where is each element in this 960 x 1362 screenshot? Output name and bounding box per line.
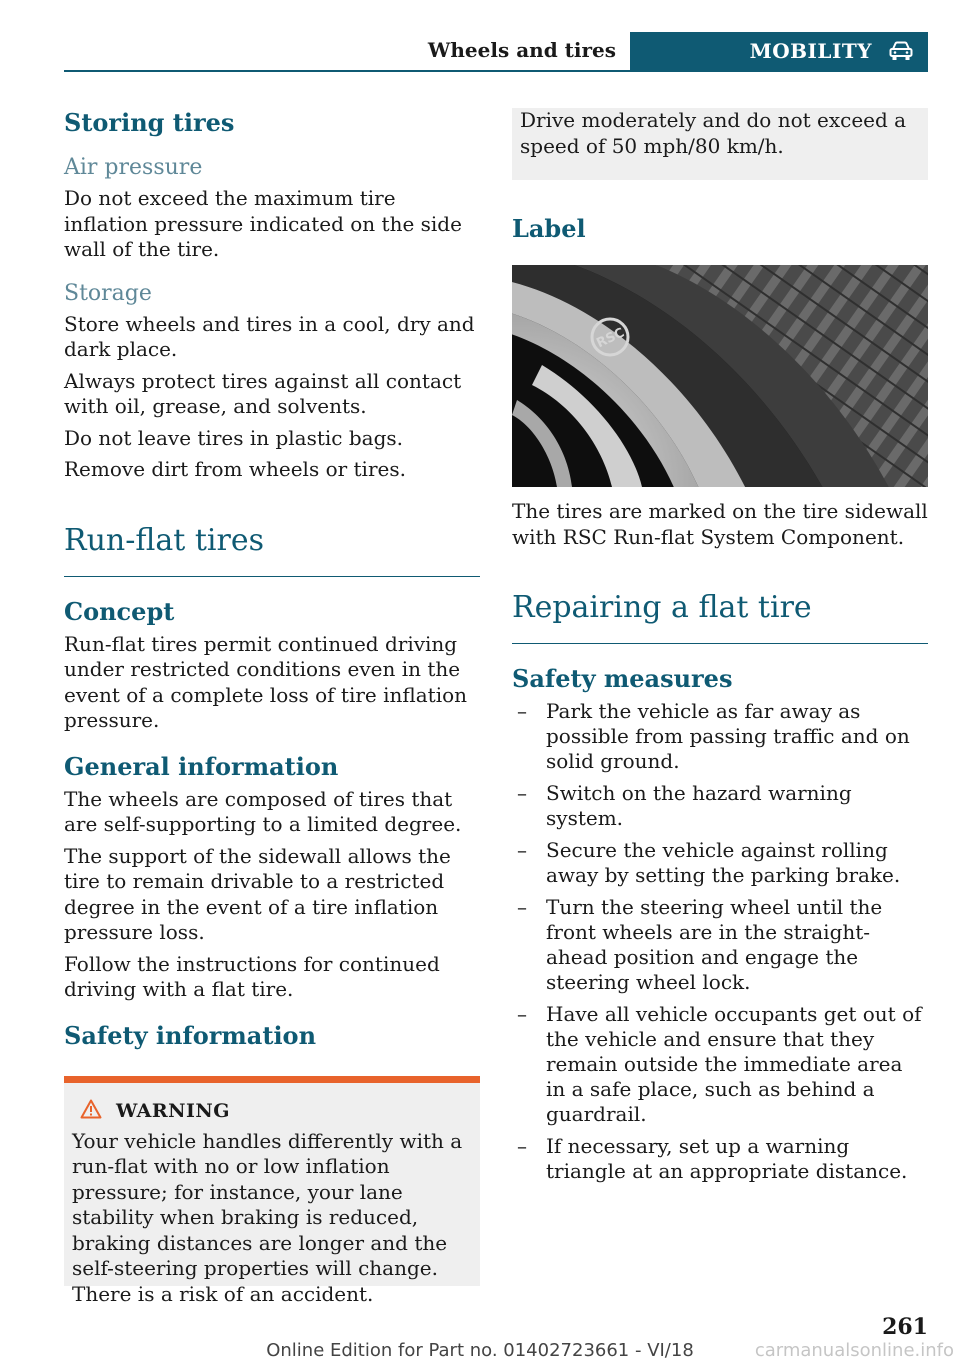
storage-paragraph: Store wheels and tires in a cool, dry and dark place. (64, 311, 475, 361)
warning-header (72, 1099, 472, 1123)
concept-text: Run-flat tires permit continued driving under restricted conditions even in the event of a complete loss of tire inflation pressure. (64, 631, 468, 732)
header-section-title: Wheels and tires (427, 38, 616, 62)
list-item: – Have all vehicle occupants get out of the vehicle and ensure that they remain outside the immediate area in a safe place, such as behind a guardrail. (517, 1002, 922, 1126)
page-number: 261 (882, 1314, 928, 1340)
runflat-tires-heading: Run-flat tires (64, 523, 480, 577)
general-paragraph: The support of the sidewall allows the tire to remain drivable to a restricted degree in the event of a tire inflation pressure loss. (64, 843, 451, 944)
storing-tires-heading: Storing tires (64, 108, 235, 137)
safety-measures-list (512, 699, 928, 1184)
header-chapter-label: MOBILITY (749, 39, 872, 63)
general-paragraph: Follow the instructions for continued driving with a flat tire. (64, 951, 440, 1001)
watermark: carmanualsonline.info (754, 1340, 954, 1361)
left-column (64, 108, 480, 1306)
warning-continued-text: Drive moderately and do not exceed a speed of 50 mph/80 km/h. (520, 108, 907, 158)
right-column (512, 108, 928, 1191)
warning-label: WARNING (116, 1099, 231, 1122)
safety-measures-heading: Safety measures (512, 664, 733, 693)
air-pressure-text: Do not exceed the maximum tire inflation pressure indicated on the side wall of the tire. (64, 186, 462, 261)
edition-footer: Online Edition for Part no. 01402723661 - VI/18 (266, 1340, 694, 1361)
header-chapter-tab (630, 32, 928, 70)
warning-box (64, 1076, 480, 1306)
header-rule (64, 70, 928, 72)
car-icon (888, 40, 914, 62)
list-item: – Park the vehicle as far away as possible from passing traffic and on solid ground. (517, 699, 910, 773)
storage-paragraph: Remove dirt from wheels or tires. (64, 457, 406, 481)
air-pressure-heading: Air pressure (64, 155, 203, 180)
list-item: – If necessary, set up a warning triangle at an appropriate distance. (517, 1134, 908, 1183)
warning-triangle-icon (80, 1099, 116, 1123)
list-item: – Secure the vehicle against rolling away by setting the parking brake. (517, 838, 901, 887)
list-item: – Switch on the hazard warning system. (517, 781, 852, 830)
warning-continued-box (512, 108, 928, 180)
rsc-tire-image (512, 265, 928, 487)
repairing-flat-tire-heading: Repairing a flat tire (512, 590, 928, 644)
storage-paragraph: Do not leave tires in plastic bags. (64, 425, 404, 450)
warning-text: Your vehicle handles differently with a run-flat with no or low inflation pressure; for instance, your lane stability when braking is reduced, braking distances are longer and the self-steering properties will change. There is a risk of an accident. (72, 1128, 463, 1306)
page-header (64, 32, 928, 72)
label-heading: Label (512, 214, 586, 243)
rsc-badge-text: RSC (594, 325, 627, 352)
storage-paragraph: Always protect tires against all contact with oil, grease, and solvents. (64, 368, 462, 418)
safety-information-heading: Safety information (64, 1020, 317, 1050)
label-text: The tires are marked on the tire sidewall with RSC Run-flat System Component. (512, 499, 928, 549)
list-item: – Turn the steering wheel until the front wheels are in the straight-ahead position and engage the steering wheel lock. (517, 895, 883, 994)
general-information-heading: General information (64, 751, 339, 781)
concept-heading: Concept (64, 596, 175, 626)
storage-heading: Storage (64, 280, 152, 306)
general-paragraph: The wheels are composed of tires that are self-supporting to a limited degree. (64, 786, 462, 836)
